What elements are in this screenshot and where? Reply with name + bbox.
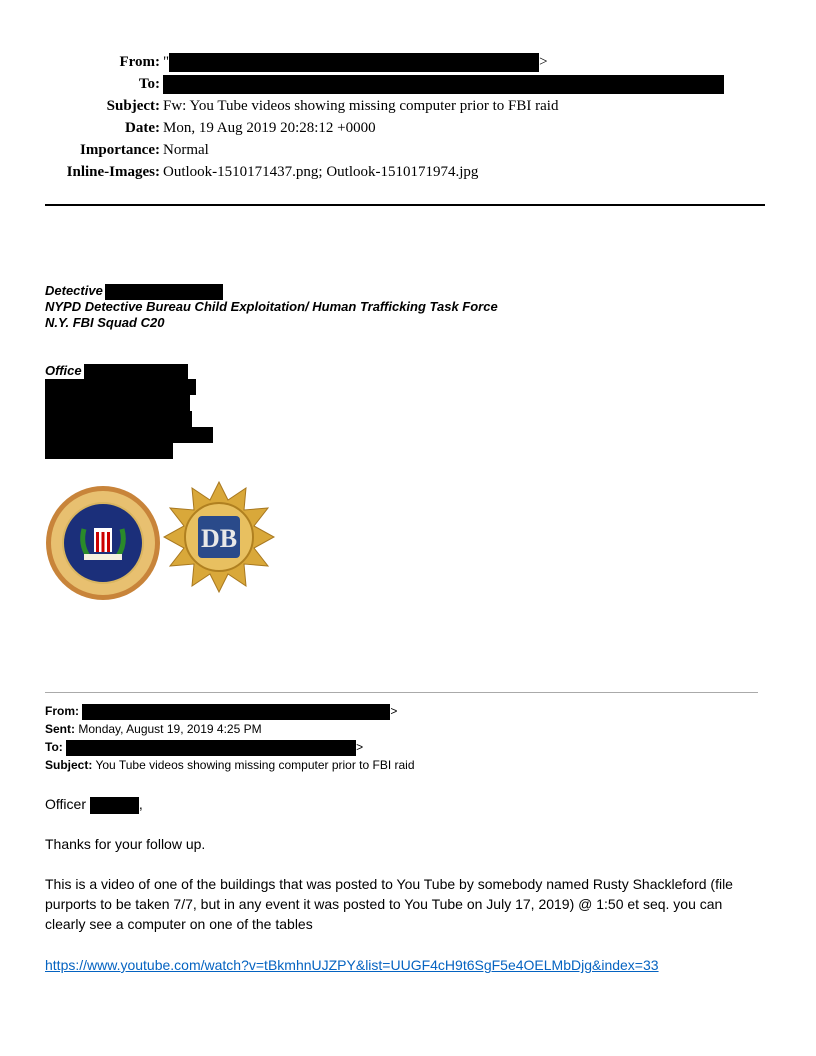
fw-to bbox=[45, 738, 363, 756]
redaction bbox=[90, 797, 139, 814]
inline-images-label: Inline-Images: bbox=[66, 164, 160, 180]
signature-unit: NYPD Detective Bureau Child Exploitation/ Human Trafficking Task Force bbox=[45, 299, 498, 314]
greeting-text: Officer bbox=[45, 796, 86, 812]
fw-sent-value: Monday, August 19, 2019 4:25 PM bbox=[78, 722, 262, 736]
greeting bbox=[45, 794, 143, 814]
importance-value: Normal bbox=[163, 142, 209, 158]
youtube-link[interactable]: https://www.youtube.com/watch?v=tBkmhnUJZPY&list=UUGF4cH9t6SgF5e4OELMbDjg&index=33 bbox=[45, 957, 659, 973]
fw-sent bbox=[45, 720, 262, 738]
redaction bbox=[66, 740, 356, 756]
date-value: Mon, 19 Aug 2019 20:28:12 +0000 bbox=[163, 120, 376, 136]
fw-subject-value: You Tube videos showing missing computer prior to FBI raid bbox=[95, 758, 415, 772]
to-label: To: bbox=[138, 76, 160, 92]
signature-title bbox=[45, 283, 223, 300]
from-value bbox=[163, 51, 548, 73]
fw-subject-label: Subject: bbox=[45, 758, 93, 772]
paragraph-line: This is a video of one of the buildings that was posted to You Tube by somebody named Rusty Shackleford (file bbox=[45, 876, 733, 892]
forward-divider bbox=[45, 692, 758, 693]
redaction bbox=[105, 284, 223, 300]
redaction bbox=[45, 395, 190, 411]
redaction bbox=[45, 411, 192, 427]
signature-squad: N.Y. FBI Squad C20 bbox=[45, 315, 165, 330]
to-value bbox=[163, 73, 724, 95]
header-divider bbox=[45, 204, 765, 206]
fw-sent-label: Sent: bbox=[45, 722, 75, 736]
importance-label: Importance: bbox=[80, 142, 160, 158]
from-label: From: bbox=[119, 54, 160, 70]
badge-lettering: DB bbox=[200, 524, 238, 553]
fw-subject bbox=[45, 756, 415, 774]
quote: " bbox=[163, 54, 170, 70]
redaction bbox=[45, 443, 173, 459]
signature-title-text: Detective bbox=[45, 283, 103, 298]
angle-bracket: > bbox=[390, 704, 398, 718]
angle-bracket: > bbox=[539, 54, 548, 70]
redaction bbox=[45, 379, 196, 395]
detective-bureau-badge-logo bbox=[162, 480, 276, 594]
inline-images-value: Outlook-1510171437.png; Outlook-1510171974.jpg bbox=[163, 164, 479, 180]
redaction bbox=[82, 704, 390, 720]
date-label: Date: bbox=[125, 120, 160, 136]
fw-from-label: From: bbox=[45, 704, 79, 718]
redaction bbox=[84, 364, 188, 380]
fbi-seal-logo bbox=[44, 484, 162, 602]
comma: , bbox=[138, 796, 143, 812]
redaction bbox=[45, 427, 213, 443]
thanks-line: Thanks for your follow up. bbox=[45, 836, 206, 852]
subject-value: Fw: You Tube videos showing missing computer prior to FBI raid bbox=[163, 98, 559, 114]
angle-bracket: > bbox=[356, 740, 364, 754]
redaction bbox=[169, 53, 539, 72]
paragraph-line: purports to be taken 7/7, but in any event it was posted to You Tube on July 17, 2019) @ 1:50 et seq. you can bbox=[45, 896, 723, 912]
fw-to-label: To: bbox=[45, 740, 63, 754]
fw-from bbox=[45, 702, 397, 720]
office-text: Office bbox=[45, 363, 82, 378]
subject-label: Subject: bbox=[106, 98, 160, 114]
paragraph-line: clearly see a computer on one of the tables bbox=[45, 916, 313, 932]
signature-office bbox=[45, 363, 188, 380]
redaction bbox=[163, 75, 724, 94]
